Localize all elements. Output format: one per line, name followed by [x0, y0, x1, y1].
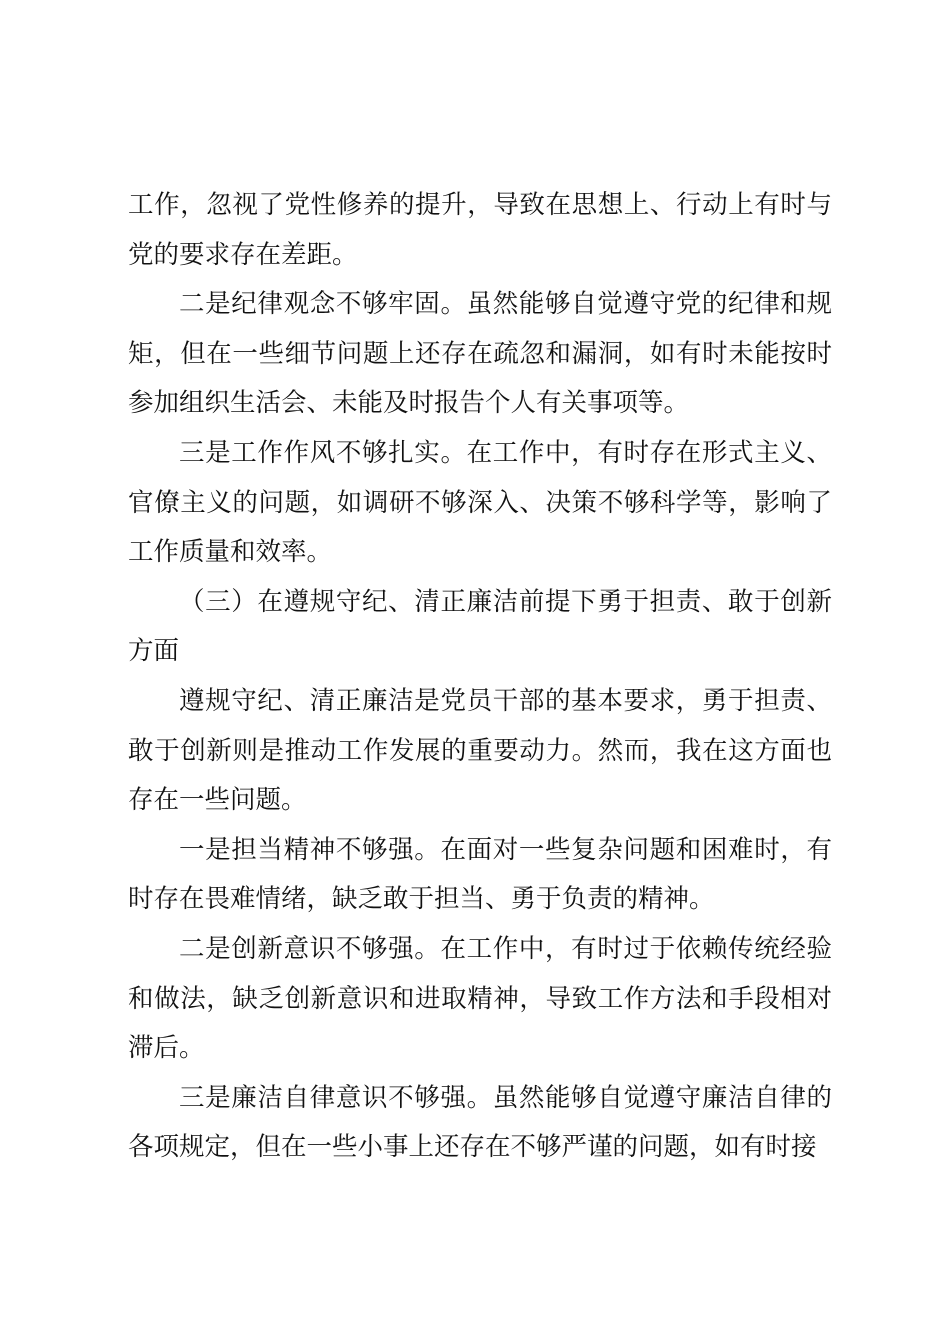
paragraph-innovation: 二是创新意识不够强。在工作中，有时过于依赖传统经验和做法，缺乏创新意识和进取精神，导致工作方法和手段相对滞后。 — [128, 933, 832, 1064]
paragraph-section-intro: 遵规守纪、清正廉洁是党员干部的基本要求，勇于担责、敢于创新则是推动工作发展的重要动力。然而，我在这方面也存在一些问题。 — [128, 685, 832, 816]
paragraph-work-style: 三是工作作风不够扎实。在工作中，有时存在形式主义、官僚主义的问题，如调研不够深入、决策不够科学等，影响了工作质量和效率。 — [128, 437, 832, 568]
paragraph-integrity: 三是廉洁自律意识不够强。虽然能够自觉遵守廉洁自律的各项规定，但在一些小事上还存在不够严谨的问题，如有时接 — [128, 1082, 832, 1163]
paragraph-discipline-concept: 二是纪律观念不够牢固。虽然能够自觉遵守党的纪律和规矩，但在一些细节问题上还存在疏忽和漏洞，如有时未能按时参加组织生活会、未能及时报告个人有关事项等。 — [128, 289, 832, 419]
paragraph-responsibility: 一是担当精神不够强。在面对一些复杂问题和困难时，有时存在畏难情绪，缺乏敢于担当、勇于负责的精神。 — [128, 834, 832, 915]
document-body — [128, 181, 832, 1173]
section-heading-three: （三）在遵规守纪、清正廉洁前提下勇于担责、敢于创新方面 — [128, 586, 832, 667]
paragraph-continuation: 工作，忽视了党性修养的提升，导致在思想上、行动上有时与党的要求存在差距。 — [128, 190, 832, 270]
